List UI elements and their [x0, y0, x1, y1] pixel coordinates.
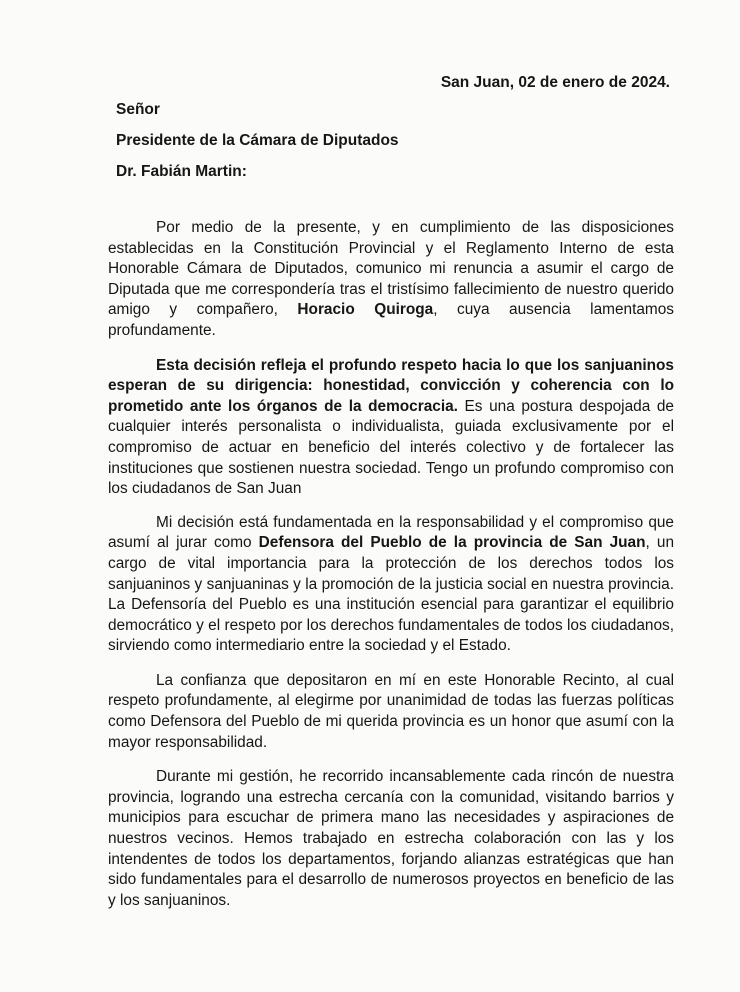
paragraph-3-text-c: , un cargo de vital importancia para la protección de los derechos todos los sanjuaninos y sanjuaninas y la promoción de la justicia social en nuestra provincia. La Defensoría del Pueblo es una institución esencial para garantizar el equilibrio democrático y el respeto por los derechos fundamentales de todos los ciudadanos, sirviendo como intermediario entre la sociedad y el Estado.: [108, 534, 674, 655]
recipient-name: Dr. Fabián Martin:: [116, 163, 247, 180]
paragraph-1-text-a: Por medio de la presente, y en cumplimiento de las disposiciones establecidas en la Constitución Provincial y el Reglamento Interno de esta Honorable Cámara de Diputados, comunico mi renuncia a asumir el cargo de Diputada que me correspondería tras el tristísimo fallecimiento de nuestro querido amigo y compañero,: [108, 219, 674, 319]
paragraph-2: [108, 356, 674, 500]
letter-body: [108, 218, 674, 925]
paragraph-2-bold-statement: Esta decisión refleja el profundo respeto hacia lo que los sanjuaninos esperan de su dirigencia: honestidad, convicción y coherencia con lo prometido ante los órganos de la democracia.: [108, 356, 674, 415]
paragraph-1-text-c: , cuya ausencia lamentamos profundamente.: [108, 301, 674, 339]
paragraph-1: [108, 218, 674, 342]
paragraph-3: [108, 513, 674, 657]
paragraph-3-text-a: Mi decisión está fundamentada en la responsabilidad y el compromiso que asumí al jurar como: [108, 513, 674, 552]
paragraph-1-name-bold: Horacio Quiroga: [297, 301, 434, 319]
paragraph-3-role-bold: Defensora del Pueblo de la provincia de San Juan: [258, 534, 646, 552]
paragraph-4: La confianza que depositaron en mí en este Honorable Recinto, al cual respeto profundamente, al elegirme por unanimidad de todas las fuerzas políticas como Defensora del Pueblo de mi querida provincia es un honor que asumí con la mayor responsabilidad.: [108, 671, 674, 751]
addressee-block: [116, 100, 399, 193]
paragraph-2-text: Es una postura despojada de cualquier interés personalista o individualista, guiada exclusivamente por el compromiso de actuar en beneficio del interés colectivo y de fortalecer las instituciones que sostienen nuestra sociedad. Tengo un profundo compromiso con los ciudadanos de San Juan: [108, 397, 674, 498]
letter-date: San Juan, 02 de enero de 2024.: [440, 74, 670, 91]
recipient-title: Presidente de la Cámara de Diputados: [116, 132, 399, 149]
paragraph-5: Durante mi gestión, he recorrido incansablemente cada rincón de nuestra provincia, logrando una estrecha cercanía con la comunidad, visitando barrios y municipios para escuchar de primera mano las necesidades y aspiraciones de nuestros vecinos. Hemos trabajado en estrecha colaboración con las y los intendentes de todos los departamentos, forjando alianzas estratégicas que han sido fundamentales para el desarrollo de numerosos proyectos en beneficio de las y los sanjuaninos.: [108, 768, 674, 909]
salutation: Señor: [116, 101, 160, 118]
